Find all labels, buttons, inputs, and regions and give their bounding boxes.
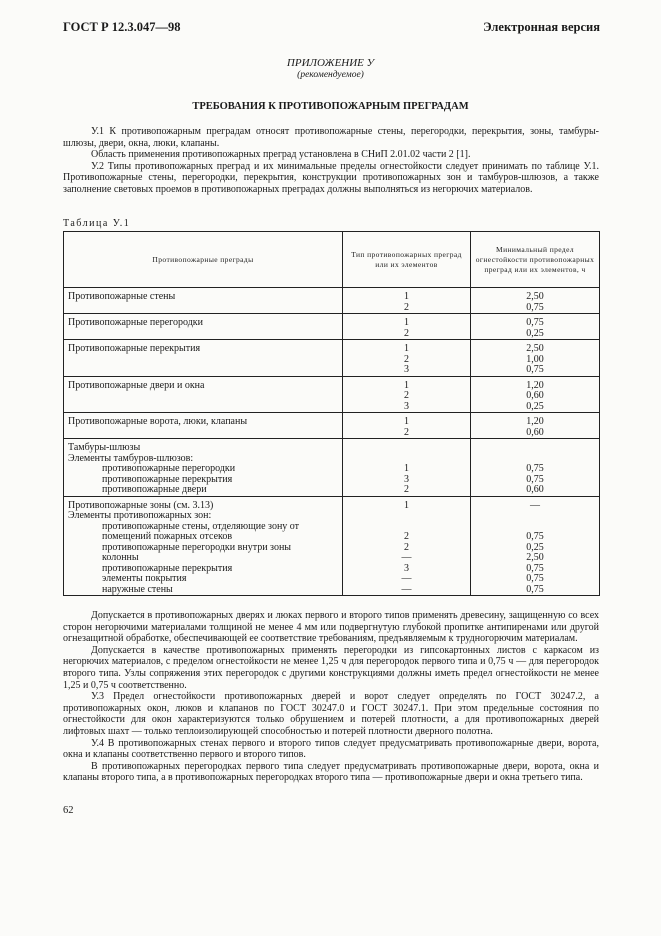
cell-line: наружные стены [102,583,173,595]
cell-line: 0,75 [526,473,544,485]
cell-line [475,443,595,454]
table-header-row [64,232,600,288]
cell-line: Противопожарные двери и окна [68,379,205,391]
cell-line: 0,75 [526,301,544,313]
cell-line: Противопожарные перегородки [68,317,204,328]
cell-barrier [64,376,343,413]
cell-barrier [64,288,343,314]
cell-line: Тамбуры-шлюзы [68,442,141,453]
section-title: ТРЕБОВАНИЯ К ПРОТИВОПОЖАРНЫМ ПРЕГРАДАМ [192,101,469,112]
doc-code: ГОСТ Р 12.3.047—98 [63,20,181,34]
cell-line: Противопожарные зоны (см. 3.13) [68,499,214,511]
cell-line: 2,50 [526,343,544,354]
cell-line: 2 [404,531,409,542]
cell-line: 1,20 [526,379,544,391]
cell-line: 0,75 [526,531,544,542]
cell-barrier [64,439,343,497]
paragraph: У.2 Типы противопожарных преград и их минимальные пределы огнестойкости следует принимать по таблице У.1. Противопожарные стены, перегородки, перекрытия, конструкции противопожарных зон и тамбуров-шлюзов, а также заполнение световых проемов в противопожарных преградах должны выполняться из негорючих материалов. [63,160,599,195]
paragraph: Допускается в противопожарных дверях и люках первого и второго типов применять древесину, защищенную со всех сторон негорючими материалами толщиной не менее 4 мм или подвергнутую глубокой пропитке антипиренами или другой огнезащитной обработке, обеспечивающей ее соответствие требованиям, предъявляемым к трудногорючим материалам. [63,610,599,645]
cell-line: Элементы противопожарных зон: [68,510,212,521]
after-table-text [63,610,599,784]
cell-barrier [64,340,343,377]
cell-line [68,428,338,439]
cell-line: Элементы тамбуров-шлюзов: [68,452,194,464]
cell-line: 0,60 [526,426,544,438]
paragraph: В противопожарных перегородках первого типа следует предусматривать противопожарные двери, ворота, окна и клапаны второго типа, а в противопожарных перегородках второго типа — противопожарные двери и окна третьего типа. [63,760,599,784]
cell-line: — [401,583,412,595]
appendix-subtitle: (рекомендуемое) [297,70,364,80]
page-number: 62 [63,805,74,816]
cell-limit [471,288,600,314]
cell-limit [471,413,600,439]
table-row [64,413,600,439]
cell-line: элементы покрытия [102,573,187,584]
cell-line [347,443,466,454]
column-header-type: Тип противопожарных преград или их элементов [343,232,471,288]
cell-line: — [530,499,540,511]
cell-line: 1 [404,416,409,427]
cell-line: 0,60 [526,484,544,495]
cell-line: 1 [404,499,409,511]
intro-text [63,126,599,196]
table-caption: Таблица У.1 [63,218,131,229]
cell-line: 2 [404,484,409,495]
cell-limit [471,496,600,596]
cell-line: противопожарные двери [102,484,207,495]
cell-line: 3 [404,473,409,485]
cell-line: противопожарные перегородки [102,463,236,474]
cell-line: — [401,573,412,584]
cell-limit [471,439,600,497]
table-row [64,496,600,596]
cell-type [343,340,471,377]
cell-line: 1,20 [526,416,544,427]
cell-line: 0,75 [526,317,544,328]
column-header-barrier: Противопожарные преграды [64,232,343,288]
cell-line: 0,75 [526,364,544,375]
cell-type [343,288,471,314]
cell-line: 1 [404,317,409,328]
cell-line: Противопожарные перекрытия [68,343,201,354]
cell-line [68,391,338,402]
cell-line: 0,75 [526,562,544,574]
cell-type [343,496,471,596]
cell-line: 1 [404,463,409,474]
paragraph: Область применения противопожарных преград установлена в СНиП 2.01.02 части 2 [1]. [91,149,471,161]
cell-line: — [401,552,412,563]
cell-line: 1 [404,379,409,391]
cell-line: Противопожарные ворота, люки, клапаны [68,416,248,427]
cell-line [68,402,338,413]
cell-line: 1 [404,291,409,302]
cell-limit [471,376,600,413]
cell-line: 2 [404,541,409,553]
cell-limit [471,314,600,340]
cell-line: Противопожарные стены [68,291,176,302]
cell-line [68,329,338,340]
cell-limit [471,340,600,377]
cell-line: 2 [404,301,409,313]
cell-line: 2 [404,327,409,339]
cell-line: 0,75 [526,583,544,595]
cell-line: противопожарные стены, отделяющие зону от [102,520,300,532]
cell-line: противопожарные перекрытия [102,473,233,485]
cell-line: 3 [404,562,409,574]
cell-line: 0,25 [526,541,544,553]
cell-line: противопожарные перекрытия [102,562,233,574]
cell-line: 0,25 [526,400,544,412]
cell-type [343,314,471,340]
cell-line: колонны [102,552,139,563]
table-row [64,376,600,413]
cell-line: 2,50 [526,291,544,302]
cell-line [475,511,595,522]
cell-line: 2,50 [526,552,544,563]
cell-line: 0,75 [526,573,544,584]
cell-line: 2 [404,426,409,438]
cell-barrier [64,314,343,340]
cell-line: 1,00 [526,353,544,365]
appendix-title: ПРИЛОЖЕНИЕ У [286,57,375,69]
cell-line [68,303,338,314]
cell-line: 0,75 [526,463,544,474]
fire-barriers-table [63,231,600,596]
cell-line [347,511,466,522]
table-row [64,340,600,377]
cell-barrier [64,496,343,596]
paragraph: У.1 К противопожарным преградам относят противопожарные стены, перегородки, перекрытия, зоны, тамбуры-шлюзы, двери, окна, люки, клапаны. [63,126,599,149]
cell-line [68,355,338,366]
cell-line: помещений пожарных отсеков [102,531,233,542]
cell-type [343,376,471,413]
cell-line: противопожарные перегородки внутри зоны [102,541,292,553]
cell-line [68,365,338,376]
cell-line: 2 [404,353,409,365]
cell-line: 3 [404,400,409,412]
cell-line: 0,60 [526,390,544,401]
cell-line: 2 [404,390,409,401]
cell-type [343,413,471,439]
table-row [64,288,600,314]
cell-line: 3 [404,364,409,375]
cell-line: 1 [404,343,409,354]
cell-barrier [64,413,343,439]
paragraph: У.4 В противопожарных стенах первого и второго типов следует предусматривать противопожарные двери, ворота, окна и клапаны соответственно первого и второго типов. [63,737,599,761]
paragraph: У.3 Предел огнестойкости противопожарных дверей и ворот следует определять по ГОСТ 30247.2, а противопожарных окон, люков и клапанов по ГОСТ 30247.0 и ГОСТ 30247.1. При этом предельные состояния по огнестойкости для окон характеризуются только обрушением и потерей плотности, а для противопожарных дверей лифтовых шахт — только теплоизолирующей способностью и потерей плотности дверного полотна. [63,691,599,737]
table-row [64,439,600,497]
column-header-limit: Минимальный предел огнестойкости противопожарных преград или их элементов, ч [471,232,600,288]
edition-label: Электронная версия [483,20,600,34]
paragraph: Допускается в качестве противопожарных применять перегородки из гипсокартонных листов с каркасом из негорючих материалов, с пределом огнестойкости не менее 1,25 ч для перегородок первого типа и 0,75 ч — для перегородок второго типа. Узлы сопряжения этих перегородок с другими конструкциями должны иметь предел огнестойкости не менее 1,25 и 0,75 ч соответственно. [63,644,599,691]
table-row [64,314,600,340]
cell-type [343,439,471,497]
cell-line: 0,25 [526,327,544,339]
